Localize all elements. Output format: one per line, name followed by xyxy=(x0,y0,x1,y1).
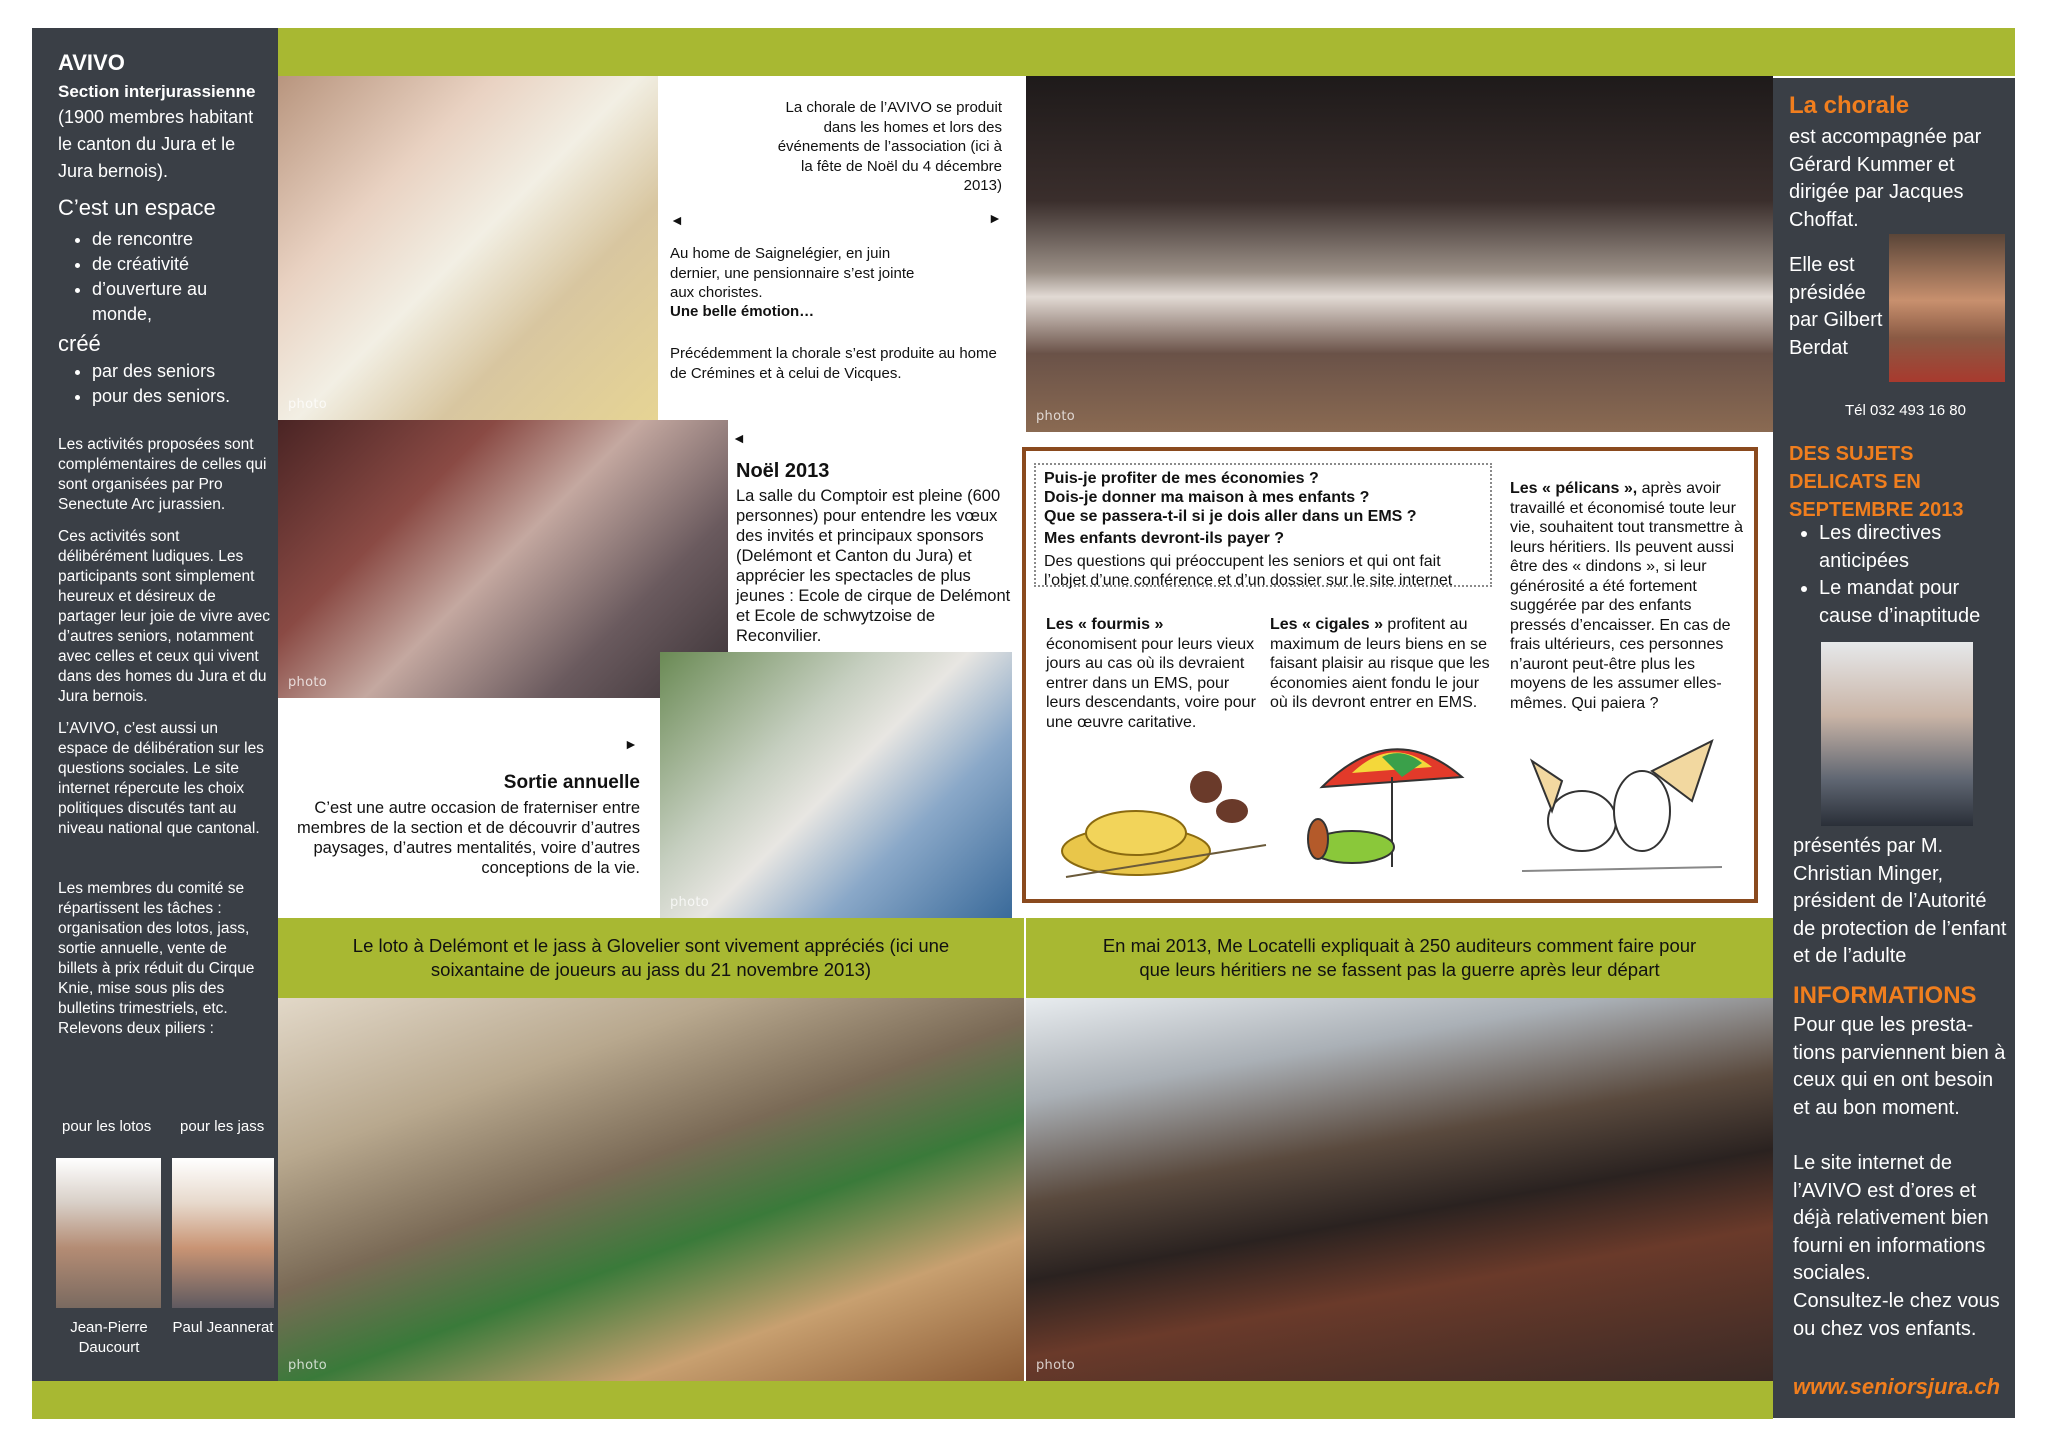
pelicans-block xyxy=(1510,479,1744,713)
chorale-title: La chorale xyxy=(1789,92,1910,119)
list-item: • de créativité xyxy=(92,252,270,277)
sortie-title: Sortie annuelle xyxy=(503,772,640,793)
sortie-block xyxy=(278,698,660,918)
sortie-text: C’est une autre occasion de fraterniser entre membres de la section et de découvrir d’autres paysages, d’autres mentalités, voire d’autres conceptions de la vie. xyxy=(296,799,640,877)
question-3: Que se passera-t-il si je dois aller dans un EMS ? xyxy=(1044,508,1417,525)
members-text: (1900 membres habitant le canton du Jura et le Jura bernois). xyxy=(58,107,254,181)
brand-title: AVIVO xyxy=(58,50,125,75)
arrow-left-icon: ◄ xyxy=(732,430,746,446)
person2-name: Paul Jeannerat xyxy=(172,1319,274,1336)
ant-illustration xyxy=(1056,741,1276,881)
fourmis-text: économisent pour leurs vieux jours au cas où ils devraient entrer dans un EMS, pour leurs descendants, voire pour une œuvre caritative. xyxy=(1046,635,1256,731)
espace-list xyxy=(58,227,270,327)
arrow-left-icon: ◄ xyxy=(670,212,684,228)
pelicans-title: Les « pélicans », xyxy=(1510,480,1638,497)
cicada-illustration xyxy=(1282,727,1482,881)
info-text-2: Le site internet de l’AVIVO est d’ores et déjà relativement bien fourni en informations sociales. xyxy=(1793,1152,1989,1284)
cree-heading: créé xyxy=(58,331,101,356)
noel-text: La salle du Comptoir est pleine (600 personnes) pour entendre les vœux des invités et principaux sponsors (Delémont et Canton du Jura) et apprécier les spectacles de plus jeunes : Ecole de cirque de Delémont et Ecole de schwytzoise de Reconvilier. xyxy=(736,487,1011,645)
bottom-band xyxy=(32,1381,1773,1419)
conf-caption-bar xyxy=(1026,918,1773,998)
right-sidebar xyxy=(1773,78,2015,1418)
sujets-title: DES SUJETS DELICATS EN SEPTEMBRE 2013 xyxy=(1789,443,1964,521)
emotion-text: Une belle émotion… xyxy=(670,303,815,320)
portrait-berdat xyxy=(1889,234,2005,382)
activities-text: Les activités proposées sont complémentaires de celles qui sont organisées par Pro Senectute Arc jurassien. xyxy=(58,436,267,513)
question-2: Dois-je donner ma maison à mes enfants ? xyxy=(1044,489,1370,506)
list-item: • d’ouverture au monde, xyxy=(92,277,270,327)
ludic-text: Ces activités sont délibérément ludiques. Les participants sont simplement heureux et désireux de partager leur joie de vivre avec d’autres seniors, notamment avec celles et ceux qui vivent dans des homes du Jura et du Jura bernois. xyxy=(58,528,270,705)
conf-caption: En mai 2013, Me Locatelli expliquait à 250 auditeurs comment faire pour que leurs héritiers ne se fassent pas la guerre après leur départ xyxy=(1102,935,1697,980)
pillar-lotos-label: pour les lotos xyxy=(62,1118,152,1135)
presentes-text: présentés par M. Christian Minger, président de l’Autorité de protection de l’enfant et de l’adulte xyxy=(1793,835,2007,967)
list-item: • Les directives anticipées xyxy=(1819,520,1989,575)
loto-caption-bar xyxy=(278,918,1024,998)
presidee-text: Elle est présidée par Gilbert Berdat xyxy=(1789,254,1883,359)
cigales-title: Les « cigales » xyxy=(1270,616,1383,633)
list-item: • de rencontre xyxy=(92,227,270,252)
info-text-3: Consultez-le chez vous ou chez vos enfants. xyxy=(1793,1290,2000,1340)
photo-chorale-stage: photo xyxy=(1026,76,1773,432)
loto-caption: Le loto à Delémont et le jass à Glovelier sont vivement appréciés (ici une soixantaine de joueurs au jass du 21 novembre 2013) xyxy=(352,935,950,980)
phone-number: Tél 032 493 16 80 xyxy=(1845,402,1966,419)
photo-chorale-home: photo xyxy=(278,76,658,420)
photo-conference: photo xyxy=(1026,998,1773,1381)
chorale-text: est accompagnée par Gérard Kummer et dirigée par Jacques Choffat. xyxy=(1789,126,1982,231)
pillar-jass-label: pour les jass xyxy=(180,1118,265,1135)
noel-title: Noël 2013 xyxy=(736,460,830,482)
photo-sortie: photo xyxy=(660,652,1012,918)
arrow-right-icon: ► xyxy=(988,210,1002,226)
noel-block xyxy=(728,420,1022,648)
questions-box xyxy=(1034,463,1492,587)
deliberation-text: L’AVIVO, c’est aussi un espace de délibération sur les questions sociales. Le site internet répercute les choix politiques discutés tant au niveau national que cantonal. xyxy=(58,720,264,837)
portrait-daucourt xyxy=(56,1158,161,1308)
list-item: • Le mandat pour cause d’inaptitude xyxy=(1819,575,1989,630)
fourmis-block xyxy=(1046,615,1256,732)
question-4: Mes enfants devront-ils payer ? xyxy=(1044,530,1285,547)
section-name: Section interjurassienne xyxy=(58,82,256,101)
cigales-text: profitent au maximum de leurs biens en se faisant plaisir au risque que les économies aient fondu le jour où ils devront entrer en EMS. xyxy=(1270,616,1490,711)
portrait-jeannerat xyxy=(172,1158,274,1308)
cigales-block xyxy=(1270,615,1496,713)
saignelegier-text: Au home de Saignelégier, en juin dernier, une pensionnaire s’est jointe aux choristes. xyxy=(670,245,915,301)
info-text-1: Pour que les presta-tions parviennent bien à ceux qui en ont besoin et au bon moment. xyxy=(1793,1014,2006,1119)
list-item: • par des seniors xyxy=(92,359,270,384)
question-1: Puis-je profiter de mes économies ? xyxy=(1044,470,1319,487)
cree-list xyxy=(58,359,270,409)
ems-box xyxy=(1022,447,1758,903)
committee-text: Les membres du comité se répartissent les tâches : organisation des lotos, jass, sortie annuelle, vente de billets à prix réduit du Cirque Knie, mise sous plis des bulletins trimestriels, etc. Relevons deux piliers : xyxy=(58,880,255,1037)
pelicans-text: après avoir travaillé et économisé toute leur vie, souhaitent tout transmettre à leurs héritiers. Ils peuvent aussi être des « dindons », si leur générosité a été fortement suggérée par des enfants pressés d’encaisser. En cas de frais ultérieurs, ces personnes n’auront peut-être plus les moyens de les assumer elles-mêmes. Qui paiera ? xyxy=(1510,480,1744,712)
photo-noel-audience: photo xyxy=(278,420,728,698)
photo-jass: photo xyxy=(278,998,1024,1381)
chorale-caption xyxy=(658,76,1026,420)
chorale-intro: La chorale de l’AVIVO se produit dans les homes et lors des événements de l’association (ici à la fête de Noël du 4 décembre 2013) xyxy=(777,99,1002,194)
arrow-right-icon: ► xyxy=(624,736,638,752)
previous-performances: Précédemment la chorale s’est produite au home de Crémines et à celui de Vicques. xyxy=(670,345,997,382)
person1-name: Jean-Pierre Daucourt xyxy=(70,1319,148,1356)
info-title: INFORMATIONS xyxy=(1793,982,1977,1009)
website-link[interactable]: www.seniorsjura.ch xyxy=(1793,1374,2001,1399)
sujets-list xyxy=(1773,520,1989,630)
portrait-minger xyxy=(1821,642,1973,826)
fourmis-title: Les « fourmis » xyxy=(1046,616,1164,633)
pelican-illustration xyxy=(1522,721,1722,881)
espace-heading: C’est un espace xyxy=(58,195,216,220)
left-sidebar xyxy=(32,28,278,1381)
questions-text: Des questions qui préoccupent les seniors et qui ont fait l’objet d’une conférence et d’un dossier sur le site internet xyxy=(1044,553,1453,589)
top-band xyxy=(278,28,2015,76)
list-item: • pour des seniors. xyxy=(92,384,270,409)
